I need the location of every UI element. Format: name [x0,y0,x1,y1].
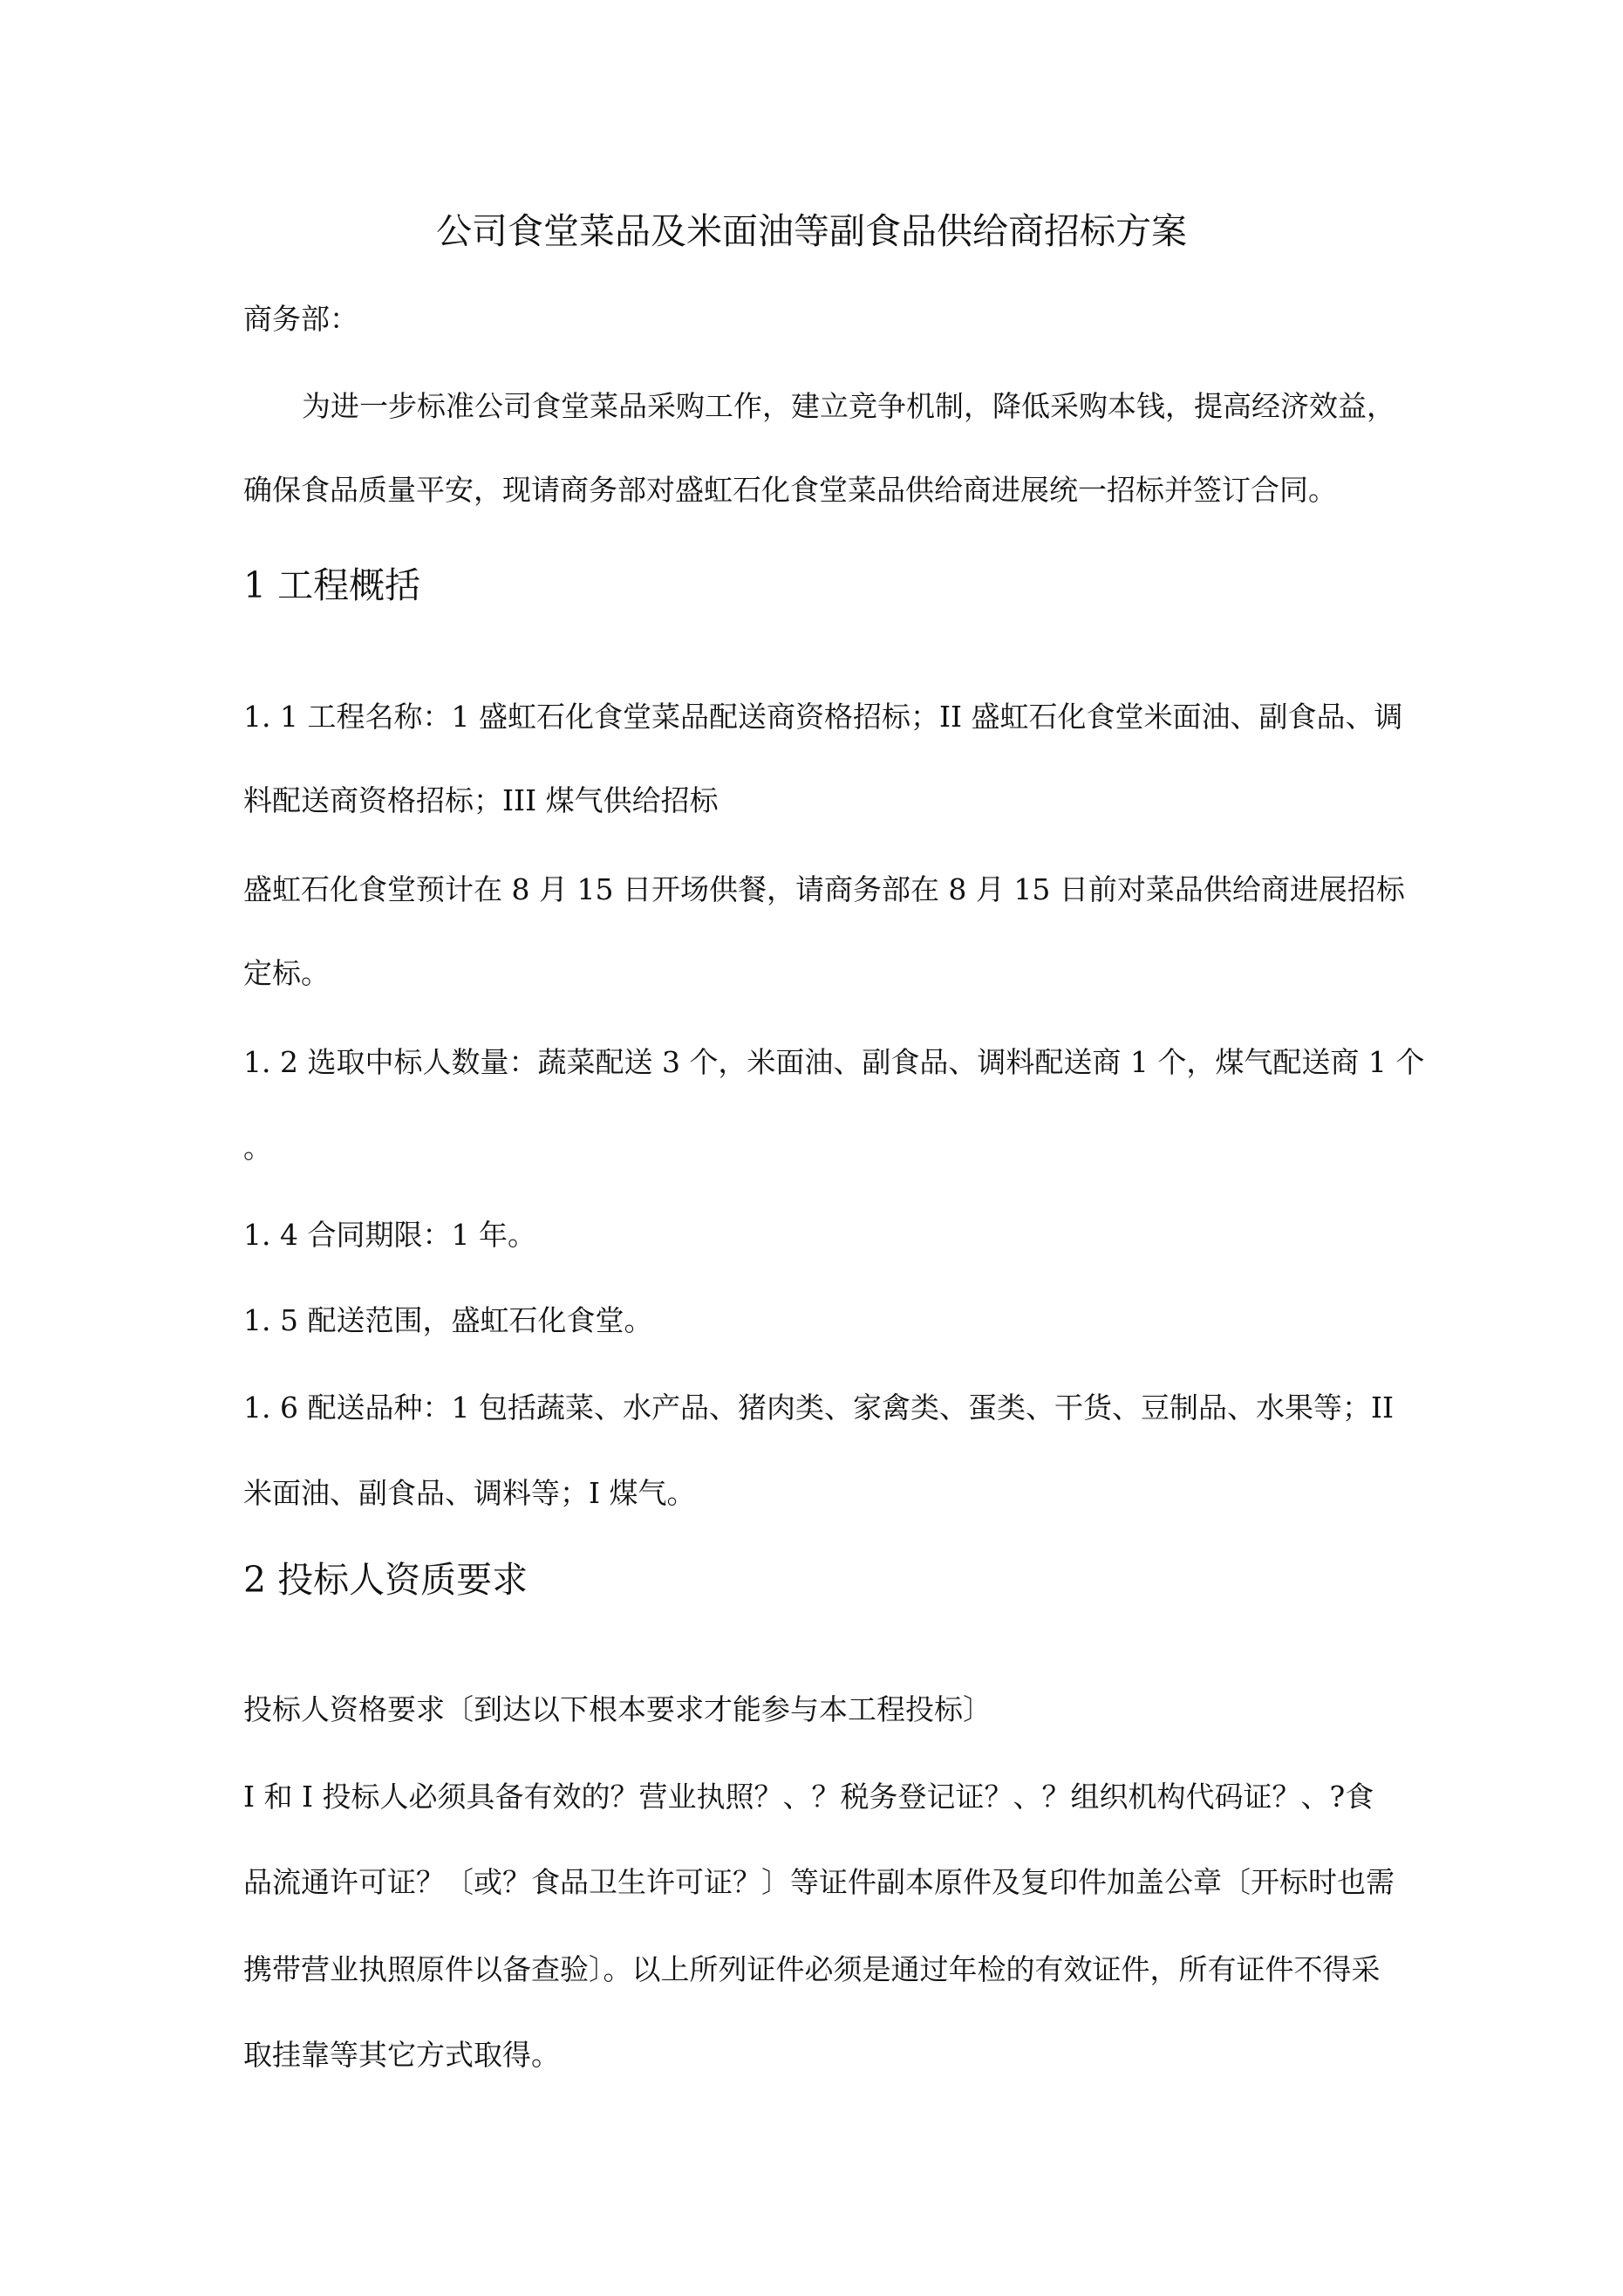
intro-line-2: 确保食品质量平安，现请商务部对盛虹石化食堂菜品供给商进展统一招标并签订合同。 [243,473,1337,507]
paragraph-certificates-line-1: I 和 I 投标人必须具备有效的？营业执照？、？税务登记证？、？组织机构代码证？、?食 [243,1780,1374,1814]
paragraph-opening-line-1: 盛虹石化食堂预计在 8 月 15 日开场供餐，请商务部在 8 月 15 日前对菜品供给商进展招标 [243,872,1405,906]
section-2-heading: 2 投标人资质要求 [243,1559,528,1601]
paragraph-certificates-line-3: 携带营业执照原件以备查验〕。以上所列证件必须是通过年检的有效证件，所有证件不得采 [243,1952,1381,1986]
paragraph-1-2-line-2: 。 [243,1131,272,1165]
paragraph-1-1-line-1: 1. 1 工程名称：1 盛虹石化食堂菜品配送商资格招标；II 盛虹石化食堂米面油、副食品、调 [243,700,1403,734]
addressee: 商务部： [243,302,358,336]
paragraph-1-5: 1. 5 配送范围，盛虹石化食堂。 [243,1303,653,1337]
document-title: 公司食堂菜品及米面油等副食品供给商招标方案 [436,210,1187,252]
paragraph-1-6-line-2: 米面油、副食品、调料等；I 煤气。 [243,1476,696,1510]
intro-line-1: 为进一步标准公司食堂菜品采购工作，建立竞争机制，降低采购本钱，提高经济效益， [302,389,1395,423]
paragraph-1-2-line-1: 1. 2 选取中标人数量：蔬菜配送 3 个，米面油、副食品、调料配送商 1 个，煤气配送商 1 个 [243,1045,1425,1079]
paragraph-1-4: 1. 4 合同期限：1 年。 [243,1218,536,1252]
paragraph-certificates-line-4: 取挂靠等其它方式取得。 [243,2038,560,2072]
paragraph-opening-line-2: 定标。 [243,956,330,990]
paragraph-requirements: 投标人资格要求〔到达以下根本要求才能参与本工程投标〕 [243,1692,992,1726]
paragraph-1-6-line-1: 1. 6 配送品种：1 包括蔬菜、水产品、猪肉类、家禽类、蛋类、干货、豆制品、水果等；II [243,1391,1395,1425]
paragraph-1-1-line-2: 料配送商资格招标；III 煤气供给招标 [243,783,719,817]
paragraph-certificates-line-2: 品流通许可证？〔或？食品卫生许可证？〕等证件副本原件及复印件加盖公章〔开标时也需 [243,1865,1395,1899]
section-1-heading: 1 工程概括 [243,564,421,606]
